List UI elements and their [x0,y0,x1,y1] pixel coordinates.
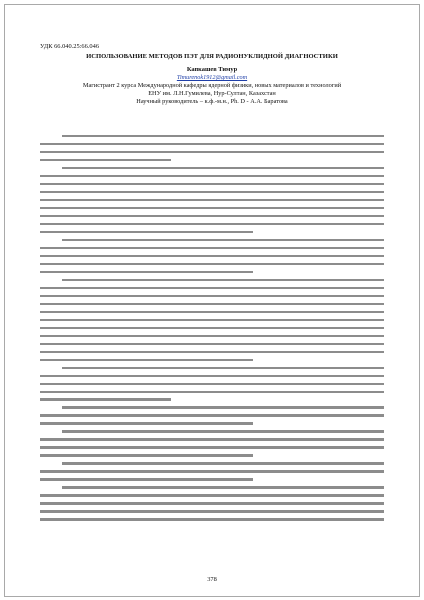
body-paragraph [40,406,384,424]
paper-title: ИСПОЛЬЗОВАНИЕ МЕТОДОВ ПЭТ ДЛЯ РАДИОНУКЛИДНОЙ ДИАГНОСТИКИ [86,53,338,60]
document-frame [4,4,420,597]
paper-page [40,43,384,588]
supervisor-line: Научный руководитель – к.ф.-м.н., Ph. D - А.А. Баратова [136,98,288,106]
author-email-link[interactable]: Timurenok1912@gmail.com [176,74,248,81]
body-paragraph [40,167,384,233]
body-paragraph [40,430,384,456]
page-number: 378 [207,576,217,583]
affiliation-line-2: ЕНУ им. Л.Н.Гумилева, Нур-Султан, Казахстан [148,90,276,98]
udc-code: УДК 66.040.25:66.046 [40,43,100,50]
body-paragraph [40,135,384,161]
affiliation-line-1: Магистрант 2 курса Международной кафедры ядерной физики, новых материалов и технологий [82,82,342,89]
body-paragraph [40,239,384,273]
body-paragraph [40,462,384,480]
body-paragraph [40,367,384,401]
paper-body [40,135,384,526]
body-paragraph [40,486,384,520]
author-name: Капкашев Тимур [186,66,238,73]
body-paragraph [40,279,384,361]
